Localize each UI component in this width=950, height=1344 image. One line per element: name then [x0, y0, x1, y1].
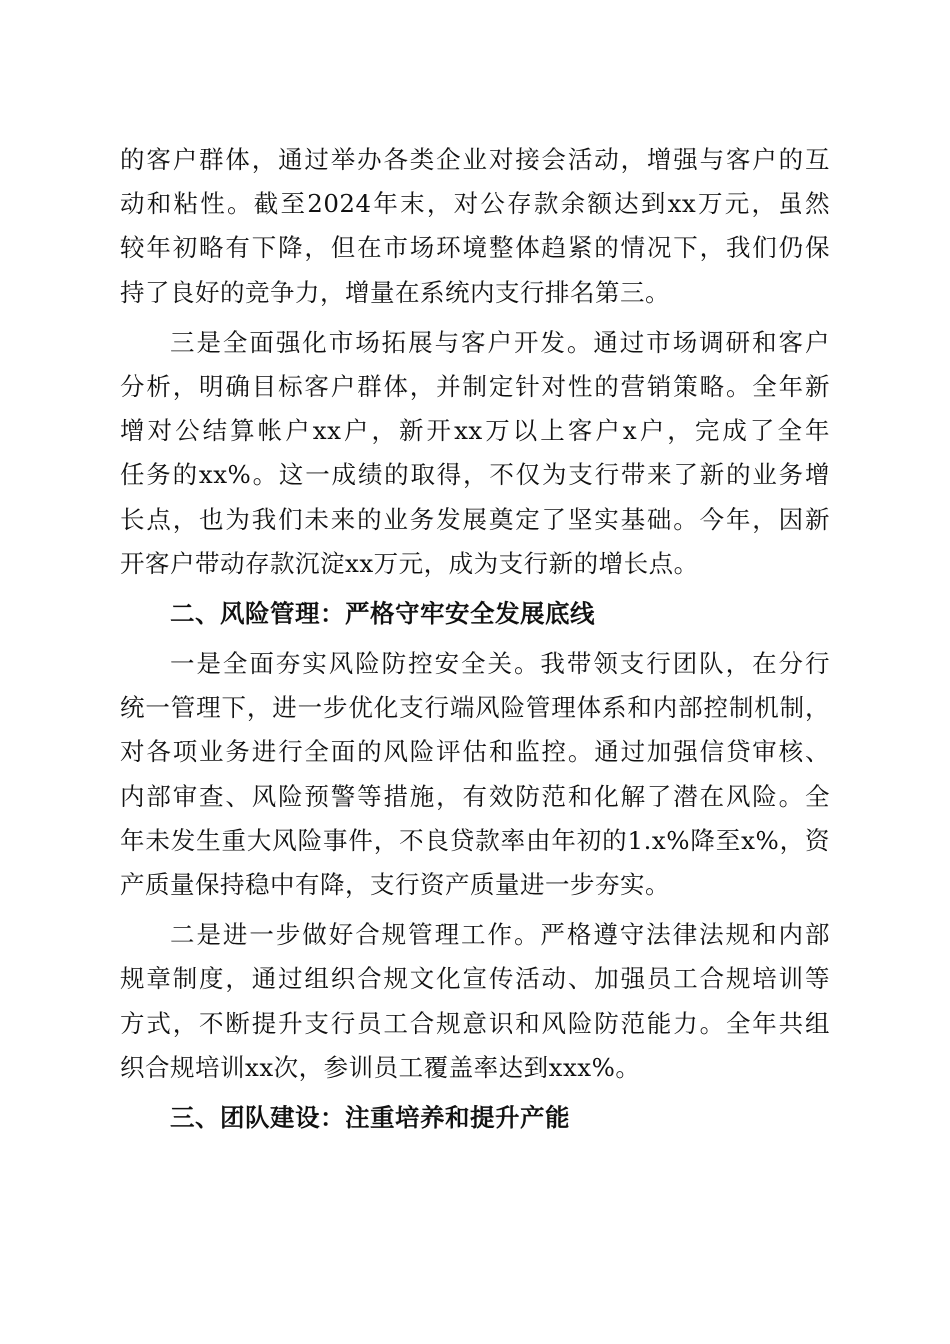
section-heading-team-building: 三、团队建设：注重培养和提升产能: [170, 1102, 570, 1132]
text-line: 分析，明确目标客户群体，并制定针对性的营销策略。全年新: [120, 371, 830, 401]
text-line: 的客户群体，通过举办各类企业对接会活动，增强与客户的互: [120, 145, 830, 174]
text-line: 开客户带动存款沉淀xx万元，成为支行新的增长点。: [120, 548, 699, 578]
text-line: 长点，也为我们未来的业务发展奠定了坚实基础。今年，因新: [120, 504, 830, 534]
text-span: 我带领支行团队，在分行: [540, 649, 831, 679]
paragraph-lead: 二是进一步做好合规管理工作。: [170, 920, 541, 950]
paragraph-lead: 一是全面夯实风险防控安全关。: [170, 649, 541, 679]
text-line: 方式，不断提升支行员工合规意识和风险防范能力。全年共组: [120, 1008, 830, 1038]
text-line: 较年初略有下降，但在市场环境整体趋紧的情况下，我们仍保: [120, 233, 830, 263]
text-line: 统一管理下，进一步优化支行端风险管理体系和内部控制机制，: [120, 693, 830, 723]
text-line: [120, 913, 830, 957]
section-heading-risk-management: 二、风险管理：严格守牢安全发展底线: [170, 598, 595, 628]
text-line: 持了良好的竞争力，增量在系统内支行排名第三。: [120, 277, 670, 307]
paragraph-deposit-summary: [120, 138, 830, 315]
text-line: 年未发生重大风险事件，不良贷款率由年初的1.x%降至x%，资: [120, 825, 830, 855]
text-span: 严格遵守法律法规和内部: [540, 920, 831, 950]
text-line: [120, 321, 830, 365]
text-span: 通过市场调研和客户: [593, 327, 831, 357]
text-line: 织合规培训xx次，参训员工覆盖率达到xxx%。: [120, 1052, 641, 1082]
paragraph-lead: 三是全面强化市场拓展与客户开发。: [170, 327, 594, 357]
text-line: 产质量保持稳中有降，支行资产质量进一步夯实。: [120, 870, 670, 899]
text-line: 动和粘性。截至2024年末，对公存款余额达到xx万元，虽然: [120, 189, 830, 219]
text-line: [120, 642, 830, 686]
paragraph-compliance: [120, 913, 830, 1090]
document-page: [120, 138, 830, 1140]
text-line: 规章制度，通过组织合规文化宣传活动、加强员工合规培训等: [120, 964, 830, 994]
text-line: 增对公结算帐户xx户，新开xx万以上客户x户，完成了全年: [120, 416, 830, 446]
paragraph-market-expansion: [120, 321, 830, 586]
text-line: 对各项业务进行全面的风险评估和监控。通过加强信贷审核、: [120, 737, 830, 767]
paragraph-risk-control: [120, 642, 830, 907]
text-line: 内部审查、风险预警等措施，有效防范和化解了潜在风险。全: [120, 781, 830, 811]
text-line: 任务的xx%。这一成绩的取得，不仅为支行带来了新的业务增: [120, 460, 830, 490]
